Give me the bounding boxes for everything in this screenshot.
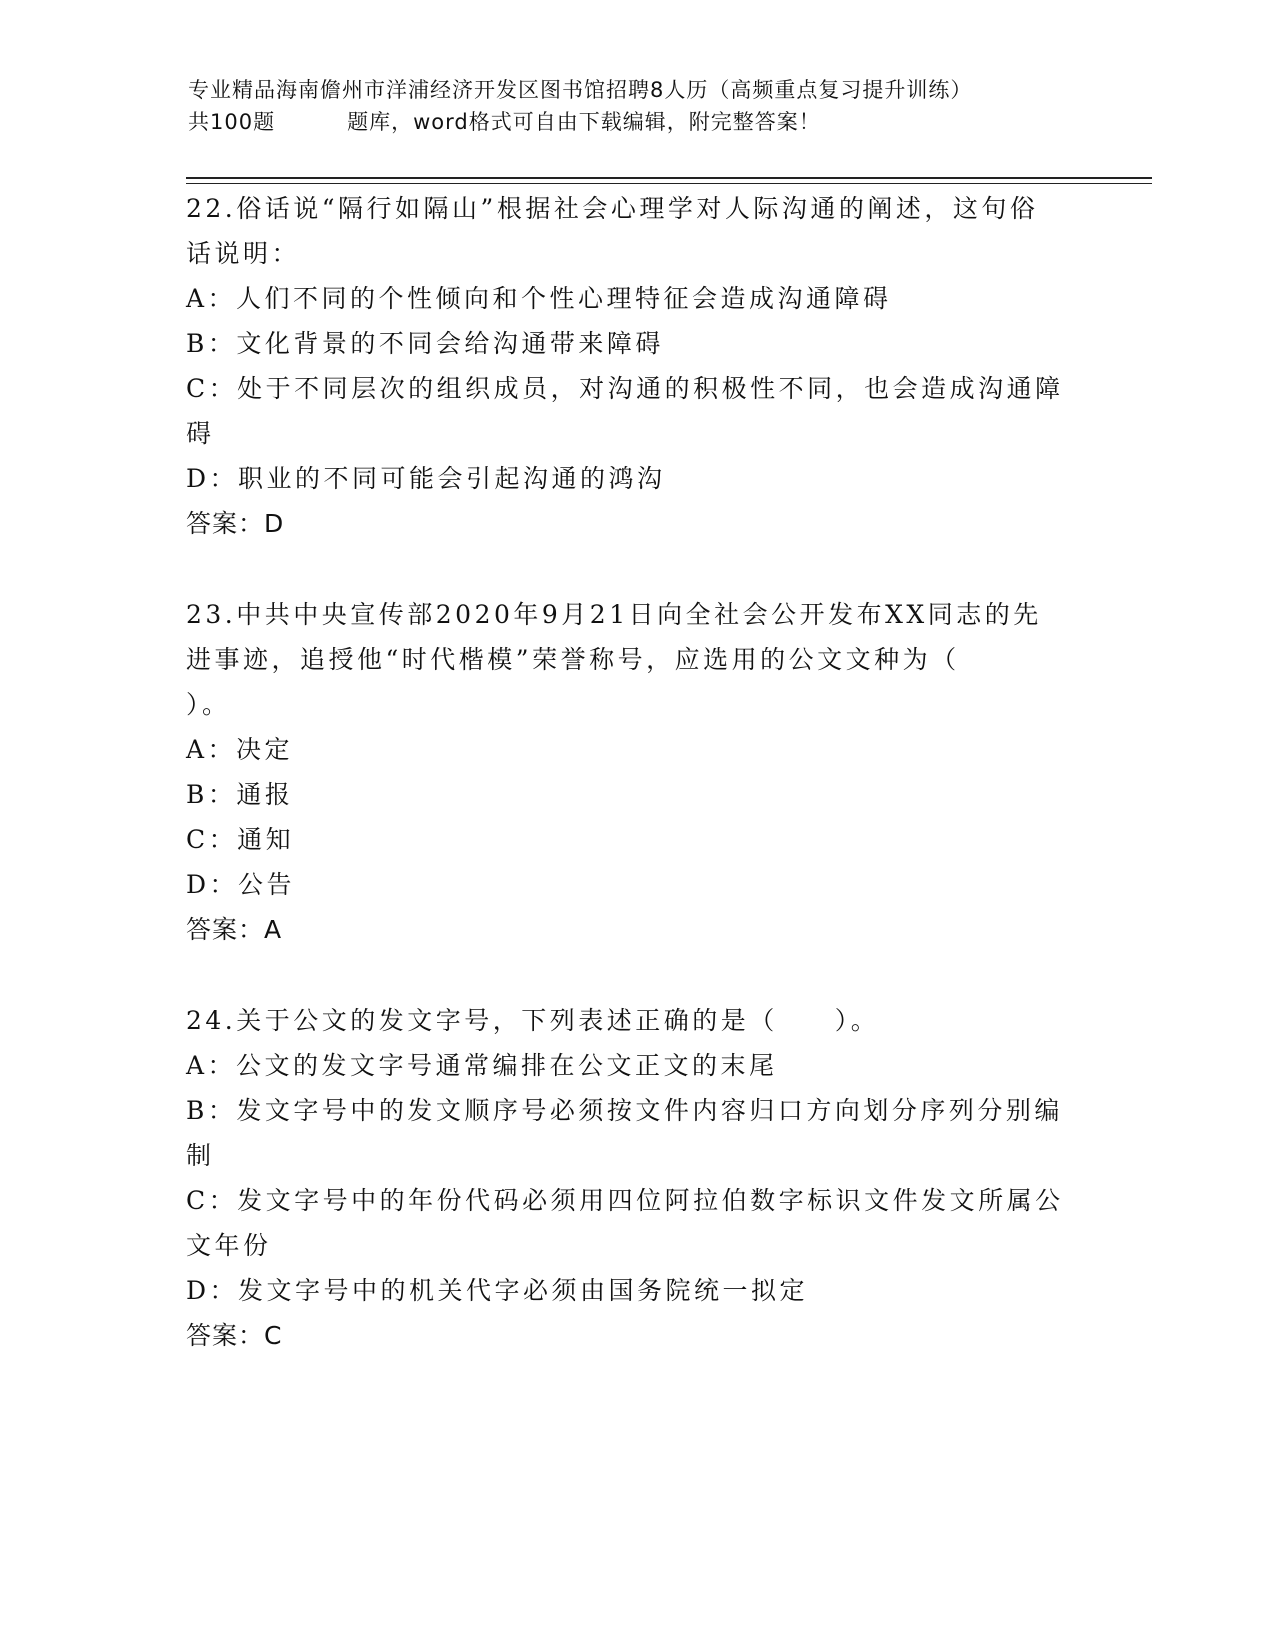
header-count: 共100题: [188, 110, 276, 134]
question-stem: 24.关于公文的发文字号，下列表述正确的是（ ）。: [186, 1006, 880, 1035]
option-b: B：文化背景的不同会给沟通带来障碍: [186, 329, 664, 358]
question-stem: 话说明：: [186, 239, 301, 268]
option-a: A：人们不同的个性倾向和个性心理特征会造成沟通障碍: [186, 284, 892, 313]
question-block: [186, 998, 1086, 1358]
option-a: A：公文的发文字号通常编排在公文正文的末尾: [186, 1051, 778, 1080]
option-a: A：决定: [186, 735, 294, 764]
header-subtitle: [188, 106, 1088, 138]
option-c: C：发文字号中的年份代码必须用四位阿拉伯数字标识文件发文所属公: [186, 1186, 1064, 1215]
question-stem: 22.俗话说“隔行如隔山”根据社会心理学对人际沟通的阐述，这句俗: [186, 194, 1039, 223]
answer-label: 答案：D: [186, 509, 285, 538]
answer-label: 答案：C: [186, 1321, 283, 1350]
header-title: 专业精品海南儋州市洋浦经济开发区图书馆招聘8人历（高频重点复习提升训练）: [188, 78, 973, 102]
header-divider-thick: [186, 177, 1152, 179]
option-c: C：处于不同层次的组织成员，对沟通的积极性不同，也会造成沟通障: [186, 374, 1064, 403]
page-header: [188, 74, 1088, 138]
question-list: [186, 186, 1086, 1358]
option-b: B：通报: [186, 780, 294, 809]
question-stem: ）。: [186, 690, 231, 719]
option-c: C：通知: [186, 825, 295, 854]
option-b: 制: [186, 1141, 215, 1170]
question-block: [186, 186, 1086, 546]
option-c: 文年份: [186, 1231, 272, 1260]
option-d: D：职业的不同可能会引起沟通的鸿沟: [186, 464, 666, 493]
header-divider-thin: [186, 183, 1152, 184]
question-spacer: [186, 546, 1086, 592]
answer-label: 答案：A: [186, 915, 283, 944]
question-spacer: [186, 952, 1086, 998]
option-d: D：公告: [186, 870, 296, 899]
option-c: 碍: [186, 419, 215, 448]
question-stem: 进事迹，追授他“时代楷模”荣誉称号，应选用的公文文种为（: [186, 645, 960, 674]
option-b: B：发文字号中的发文顺序号必须按文件内容归口方向划分序列分别编: [186, 1096, 1063, 1125]
option-d: D：发文字号中的机关代字必须由国务院统一拟定: [186, 1276, 809, 1305]
question-stem: 23.中共中央宣传部2020年9月21日向全社会公开发布XX同志的先: [186, 600, 1042, 629]
header-description: 题库，word格式可自由下载编辑，附完整答案！: [347, 110, 821, 134]
question-block: [186, 592, 1086, 952]
